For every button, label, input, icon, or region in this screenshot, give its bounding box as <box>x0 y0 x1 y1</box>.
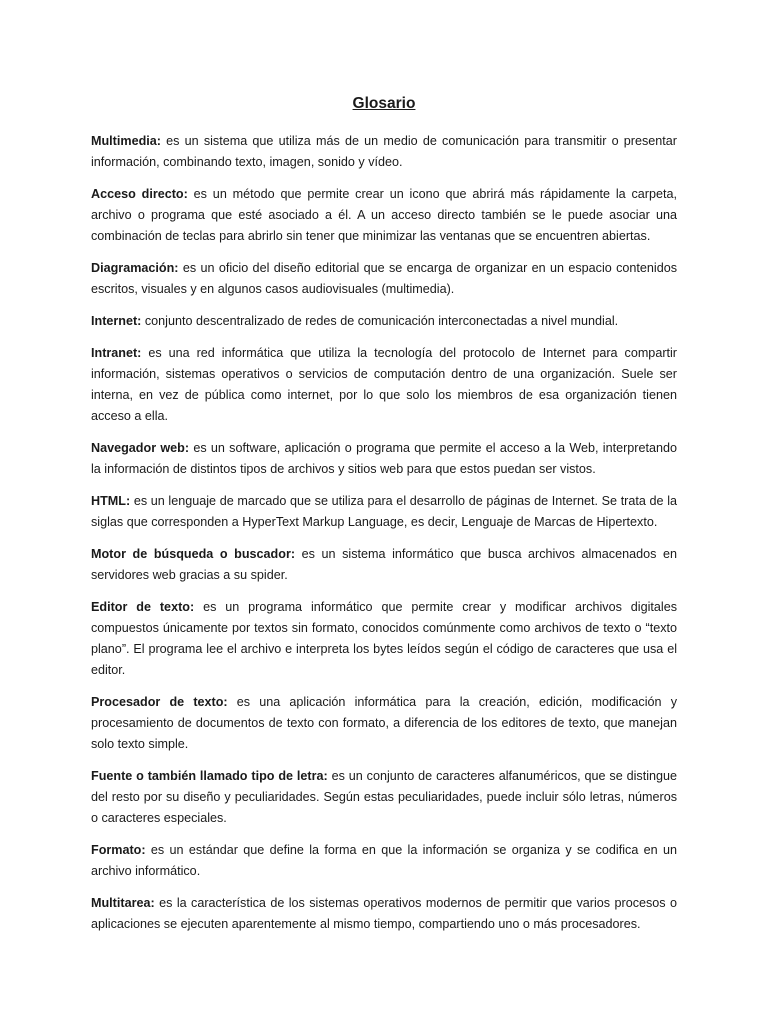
glossary-definition: es un sistema informático que busca archivos almacenados en servidores web gracias a su spider. <box>91 547 678 582</box>
glossary-entry-intranet <box>91 343 677 427</box>
glossary-definition: es la característica de los sistemas operativos modernos de permitir que varios procesos o aplicaciones se ejecuten aparentemente al mismo tiempo, compartiendo uno o más procesadores. <box>91 896 678 931</box>
glossary-entry-multitarea <box>91 893 677 935</box>
glossary-term: Procesador de texto: <box>91 695 228 709</box>
glossary-definition: es un oficio del diseño editorial que se encarga de organizar en un espacio contenidos escritos, visuales y en algunos casos audiovisuales (multimedia). <box>91 261 677 296</box>
glossary-entry-html <box>91 491 677 533</box>
glossary-term: Editor de texto: <box>91 600 195 614</box>
glossary-term: Intranet: <box>91 346 142 360</box>
glossary-entry-editor-de-texto <box>91 597 677 681</box>
glossary-definition: conjunto descentralizado de redes de comunicación interconectadas a nivel mundial. <box>144 314 619 328</box>
glossary-term: Navegador web: <box>91 441 190 455</box>
glossary-entry-fuente <box>91 766 677 829</box>
glossary-term: Formato: <box>91 843 146 857</box>
page-title: Glosario <box>352 95 416 112</box>
glossary-term: Motor de búsqueda o buscador: <box>91 547 296 561</box>
glossary-definition: es un software, aplicación o programa que permite el acceso a la Web, interpretando la información de distintos tipos de archivos y sitios web para que estos puedan ser vistos. <box>91 441 678 476</box>
glossary-entry-navegador-web <box>91 438 677 480</box>
glossary-definition: es un conjunto de caracteres alfanuméricos, que se distingue del resto por su diseño y peculiaridades. Según estas peculiaridades, puede incluir sólo letras, números o caracteres especiales. <box>91 769 678 825</box>
glossary-entry-procesador-de-texto <box>91 692 677 755</box>
glossary-term: Diagramación: <box>91 261 179 275</box>
glossary-term: Fuente o también llamado tipo de letra: <box>91 769 328 783</box>
glossary-definition: es un estándar que define la forma en que la información se organiza y se codifica en un archivo informático. <box>91 843 678 878</box>
glossary-entry-multimedia <box>91 131 677 173</box>
glossary-entry-internet <box>91 311 677 332</box>
glossary-definition: es un programa informático que permite crear y modificar archivos digitales compuestos únicamente por textos sin formato, conocidos comúnmente como archivos de texto o “texto plano”. El programa lee el archivo e interpreta los bytes leídos según el código de caracteres que usa el editor. <box>91 600 678 677</box>
glossary-term: Internet: <box>91 314 142 328</box>
glossary-definition: es un método que permite crear un icono que abrirá más rápidamente la carpeta, archivo o programa que esté asociado a él. A un acceso directo también se le puede asociar una combinación de teclas para abrirlo sin tener que minimizar las ventanas que se encuentren abiertas. <box>91 187 678 243</box>
glossary-entry-formato <box>91 840 677 882</box>
glossary-definition: es una aplicación informática para la creación, edición, modificación y procesamiento de documentos de texto con formato, a diferencia de los editores de texto, que manejan solo texto simple. <box>91 695 677 751</box>
glossary-entry-acceso-directo <box>91 184 677 247</box>
glossary-definition: es una red informática que utiliza la tecnología del protocolo de Internet para compartir información, sistemas operativos o servicios de computación dentro de una organización. Suele ser interna, en vez de pública como internet, por lo que solo los miembros de esa organización tienen acceso a ella. <box>91 346 678 423</box>
glossary-entry-motor-de-busqueda <box>91 544 677 586</box>
glossary-term: HTML: <box>91 494 131 508</box>
glossary-definition: es un sistema que utiliza más de un medio de comunicación para transmitir o presentar información, combinando texto, imagen, sonido y vídeo. <box>91 134 677 169</box>
document-page <box>91 94 677 946</box>
glossary-definition: es un lenguaje de marcado que se utiliza para el desarrollo de páginas de Internet. Se trata de la siglas que corresponden a HyperText Markup Language, es decir, Lenguaje de Marcas de Hipertexto. <box>91 494 677 529</box>
glossary-term: Acceso directo: <box>91 187 188 201</box>
glossary-term: Multimedia: <box>91 134 161 148</box>
glossary-entry-diagramacion <box>91 258 677 300</box>
glossary-term: Multitarea: <box>91 896 155 910</box>
